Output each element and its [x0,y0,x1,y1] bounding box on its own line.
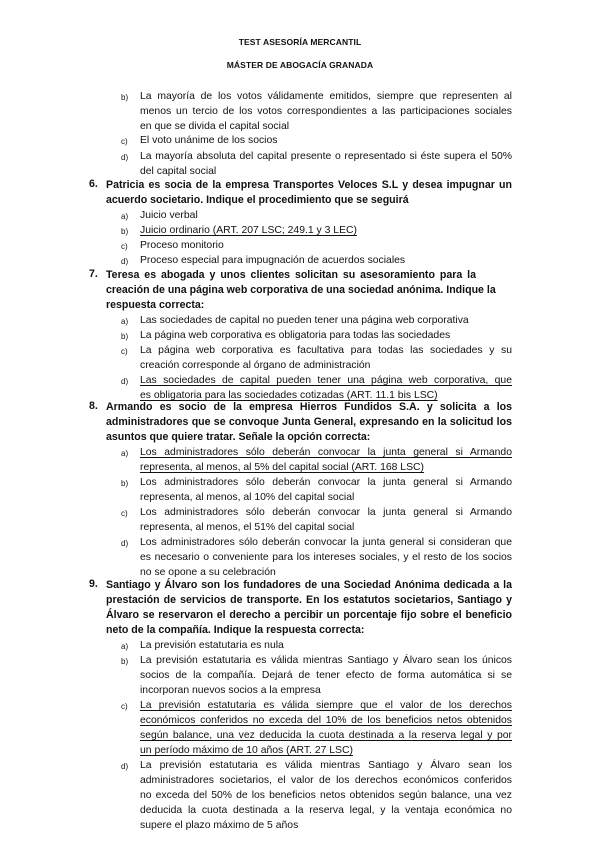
option-b-text: representa, al menos, al 10% del capital social [140,492,355,503]
question-line: Armando es socio de la empresa Hierros Fundidos S.A. y solicita a los [106,401,512,413]
option-marker: a) [121,212,129,221]
question-line: Álvaro se reservaron el derecho a percibir un porcentaje fijo sobre el beneficio [106,609,512,621]
question-line: asuntos que quiere tratar. Señale la opción correcta: [106,431,371,443]
option-d-text: no se opone a su celebración [140,567,276,578]
option-marker: d) [121,762,129,771]
option-marker: d) [121,539,129,548]
option-b-text: Los administradores sólo deberán convocar la junta general si Armando [140,477,512,488]
question-line: creación de una página web corporativa de una sociedad anónima. Indique la [106,284,496,296]
question-number: 6. [89,178,98,190]
option-marker: c) [121,702,128,711]
option-c-text: Proceso monitorio [140,240,224,251]
option-line: menos un tercio de los votos correspondientes a las participaciones sociales [140,106,512,117]
option-marker: b) [121,479,129,488]
option-line: La mayoría de los votos válidamente emitidos, siempre que representen al [140,91,512,102]
option-d-text-correct: es obligatoria para las sociedades cotizadas (ART. 11.1 bis LSC) [140,390,438,401]
option-a-text-correct: representa, al menos, al 5% del capital social (ART. 168 LSC) [140,462,424,473]
option-a-text-correct: Los administradores sólo deberán convocar la junta general si Armando [140,447,512,458]
option-marker: d) [121,153,129,162]
option-marker: b) [121,227,129,236]
option-b-text: La previsión estatutaria es válida mientras Santiago y Álvaro sean los únicos [140,655,512,666]
option-marker: b) [121,332,129,341]
option-marker: d) [121,257,129,266]
option-c-text: representa, al menos, el 51% del capital social [140,522,355,533]
option-marker: c) [121,242,128,251]
option-a-text: Las sociedades de capital no pueden tener una página web corporativa [140,315,469,326]
option-d-text: es necesario o conveniente para los intereses sociales, y el resto de los socios [140,552,512,563]
option-marker: a) [121,317,129,326]
option-marker: a) [121,449,129,458]
option-c-text-correct: económicos conferidos no exceda del 10% de los beneficios netos obtenidos [140,715,512,726]
option-c-text-correct: según balance, una vez deducida la cuota destinada a la reserva legal y por [140,730,512,741]
option-a-text: La previsión estatutaria es nula [140,640,284,651]
question-line: acuerdo societario. Indique el procedimiento que se seguirá [106,194,409,206]
option-b-text: socios de la compañía. Dejará de tener efecto de forma automática si se [140,670,512,681]
option-d-text: administradores societarios, el valor de los derechos económicos conferidos [140,775,512,786]
option-marker: b) [121,93,129,102]
option-d-text: no exceda del 50% de los beneficios netos obtenidos según balance, una vez [140,790,512,801]
option-marker: a) [121,642,129,651]
option-marker: c) [121,347,128,356]
option-d-text: Los administradores sólo deberán convocar la junta general si consideran que [140,537,512,548]
option-c-text: La página web corporativa es facultativa para todas las sociedades y su [140,345,512,356]
option-marker: b) [121,657,129,666]
question-line: neto de la compañía. Indique la respuesta correcta: [106,624,365,636]
question-line: Teresa es abogada y unos clientes solicitan su asesoramiento para la [106,269,476,281]
option-marker: c) [121,509,128,518]
option-marker: d) [121,377,129,386]
option-b-text: La página web corporativa es obligatoria para todas las sociedades [140,330,451,341]
option-line: La mayoría absoluta del capital presente o representado si éste supera el 50% [140,151,512,162]
option-d-text: deducida la cuota destinada a la reserva legal, y la ventaja económica no [140,805,512,816]
question-line: Patricia es socia de la empresa Transportes Veloces S.L y desea impugnar un [106,179,512,191]
question-line: prestación de servicios de transporte. En los estatutos societarios, Santiago y [106,594,512,606]
option-c-text: creación corresponde al órgano de administración [140,360,371,371]
option-c-text-correct: un período máximo de 10 años (ART. 27 LSC) [140,745,353,756]
option-marker: c) [121,137,128,146]
question-number: 8. [89,400,98,412]
option-line: del capital social [140,166,217,177]
document-title: TEST ASESORÍA MERCANTIL [238,37,362,47]
option-line: en que se divida el capital social [140,121,290,132]
option-a-text: Juicio verbal [140,210,198,221]
question-line: Santiago y Álvaro son los fundadores de una Sociedad Anónima dedicada a la [106,579,512,591]
question-line: respuesta correcta: [106,299,205,311]
option-b-text: incorporan nuevos socios a la empresa [140,685,321,696]
document-subtitle: MÁSTER DE ABOGACÍA GRANADA [226,60,374,70]
option-line: El voto unánime de los socios [140,135,278,146]
option-d-text: Proceso especial para impugnación de acuerdos sociales [140,255,406,266]
question-number: 9. [89,578,98,590]
option-c-text: Los administradores sólo deberán convocar la junta general si Armando [140,507,512,518]
option-c-text-correct: La previsión estatutaria es válida siempre que el valor de los derechos [140,700,512,711]
question-line: administradores que se convoque Junta General, expresando en la solicitud los [106,416,512,428]
question-number: 7. [89,268,98,280]
option-b-text-correct: Juicio ordinario (ART. 207 LSC; 249.1 y 3 LEC) [140,225,357,236]
option-d-text: La previsión estatutaria es válida mientras Santiago y Álvaro sean los [140,760,512,771]
option-d-text: supere el plazo máximo de 5 años [140,820,299,831]
option-d-text-correct: Las sociedades de capital pueden tener una página web corporativa, que [140,375,512,386]
